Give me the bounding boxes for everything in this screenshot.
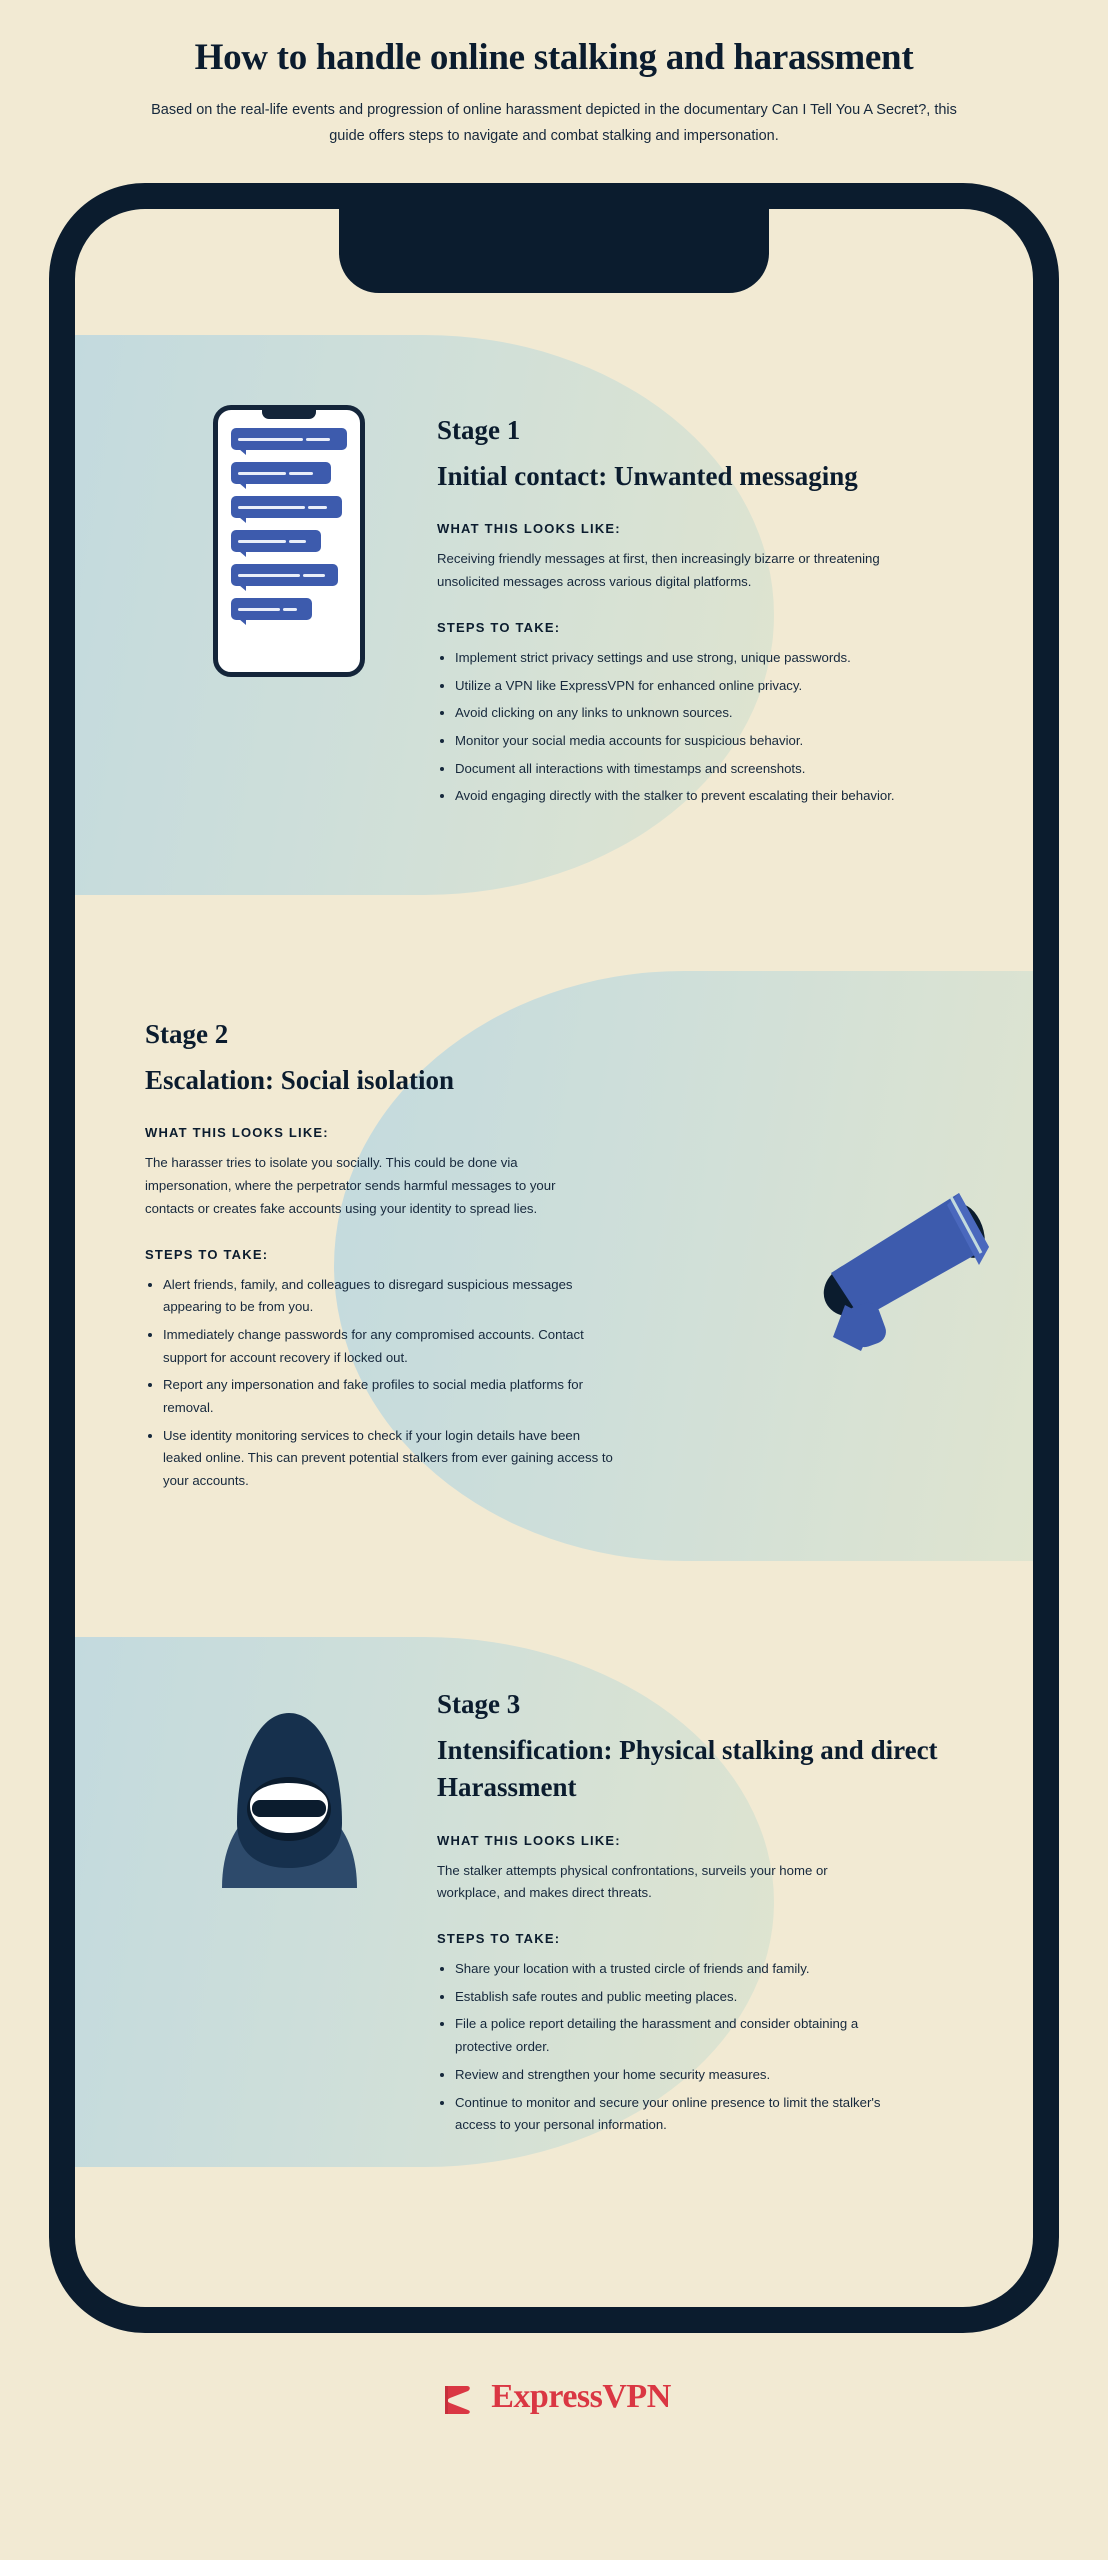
message-bubble [231,496,342,518]
list-item: • Review and strengthen your home security measures. [455,2064,907,2087]
phone-mockup-wrapper [49,183,1059,2333]
stage-1-description: Receiving friendly messages at first, then increasingly bizarre or threatening unsolicited messages across various digital platforms. [437,551,880,590]
phone-messages-icon [213,405,365,677]
stage-3-illustration [159,1683,419,1898]
message-bubble [231,530,321,552]
megaphone-icon [783,1169,1013,1359]
stage-3-steps-label: STEPS TO TAKE: [437,1931,561,1947]
stage-section-1 [75,335,1033,895]
page-subtitle: Based on the real-life events and progression of online harassment depicted in the documentary Can I Tell You A Secret?, this guide offers steps to navigate and combat stalking and impersonation. [151,102,957,144]
list-item: • Share your location with a trusted circle of friends and family. [455,1958,907,1981]
brand-name: ExpressVPN [491,2378,671,2416]
stage-3-steps-list [437,1958,907,2137]
message-bubble [231,564,338,586]
list-item: • Document all interactions with timestamps and screenshots. [455,758,907,781]
stage-gap-2 [75,1561,1033,1637]
phone-bottom-spacer [75,2167,1033,2317]
footer-branding [0,2333,1108,2457]
list-item: • Report any impersonation and fake profiles to social media platforms for removal. [163,1374,615,1419]
stage-2-steps-list [145,1274,615,1493]
list-item: • Utilize a VPN like ExpressVPN for enhanced online privacy. [455,675,907,698]
infographic-header [0,0,1108,149]
stage-section-2 [75,971,1033,1561]
stage-section-3 [75,1637,1033,2167]
stage-1-what-label: WHAT THIS LOOKS LIKE: [437,521,621,537]
stage-1-title: Initial contact: Unwanted messaging [437,461,858,492]
stage-2-illustration [763,1019,1033,1359]
list-item: • File a police report detailing the harassment and consider obtaining a protective order. [455,2013,907,2058]
message-bubble [231,598,312,620]
phone-mockup [49,183,1059,2333]
list-item: • Monitor your social media accounts for suspicious behavior. [455,730,907,753]
message-bubble [231,428,347,450]
stage-2-number: Stage 2 [145,1019,229,1050]
stage-3-title: Intensification: Physical stalking and direct Harassment [437,1735,938,1803]
stage-3-description: The stalker attempts physical confrontations, surveils your home or workplace, and makes direct threats. [437,1862,828,1901]
stage-3-number: Stage 3 [437,1689,521,1720]
list-item: • Implement strict privacy settings and use strong, unique passwords. [455,647,907,670]
page-title: How to handle online stalking and harassment [194,37,914,78]
stage-2-description: The harasser tries to isolate you socially. This could be done via impersonation, where the perpetrator sends harmful messages to your contacts or creates fake accounts using your identity to spread lies. [145,1155,556,1216]
hooded-figure-icon [182,1683,397,1898]
list-item: • Avoid clicking on any links to unknown sources. [455,702,907,725]
stage-2-title: Escalation: Social isolation [145,1065,455,1096]
expressvpn-logo-icon [437,2377,477,2417]
stage-1-steps-label: STEPS TO TAKE: [437,619,561,635]
list-item: • Avoid engaging directly with the stalker to prevent escalating their behavior. [455,785,907,808]
stage-1-illustration [159,405,419,677]
stage-1-number: Stage 1 [437,415,521,446]
list-item: • Alert friends, family, and colleagues to disregard suspicious messages appearing to be from you. [163,1274,615,1319]
list-item: • Use identity monitoring services to check if your login details have been leaked online. This can prevent potential stalkers from ever gaining access to your accounts. [163,1425,615,1493]
list-item: • Establish safe routes and public meeting places. [455,1986,907,2009]
stage-2-what-label: WHAT THIS LOOKS LIKE: [145,1125,329,1141]
stage-3-what-label: WHAT THIS LOOKS LIKE: [437,1832,621,1848]
list-item: • Continue to monitor and secure your online presence to limit the stalker's access to your personal information. [455,2092,907,2137]
mini-phone-notch [262,410,316,419]
stage-1-steps-list [437,647,907,808]
stage-gap-1 [75,895,1033,971]
phone-notch [339,207,769,293]
list-item: • Immediately change passwords for any compromised accounts. Contact support for account recovery if locked out. [163,1324,615,1369]
stage-2-steps-label: STEPS TO TAKE: [145,1246,269,1262]
message-bubble [231,462,331,484]
